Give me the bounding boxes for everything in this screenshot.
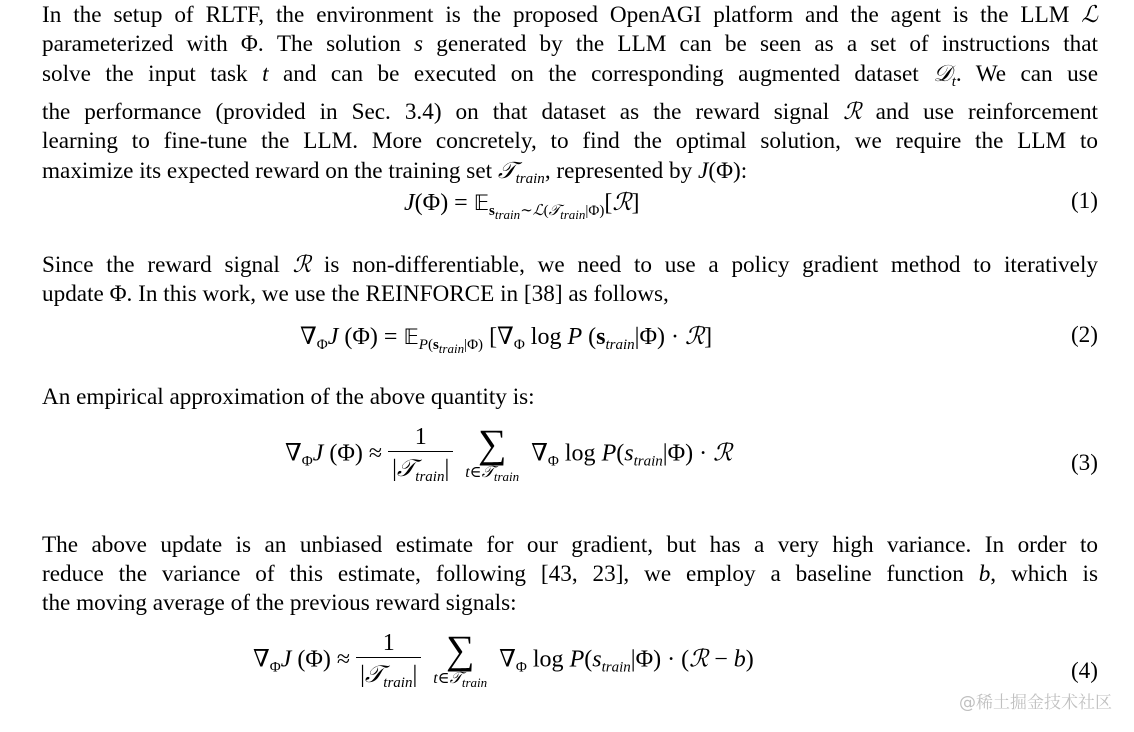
- equation-3-sum: ∑ t∈𝒯$_{train}$: [465, 420, 520, 484]
- equation-3: [42, 420, 1098, 504]
- paragraph-1-line-2: parameterized with Φ. The solution s generated by the LLM can be seen as a set of instructions that: [42, 31, 1098, 57]
- paragraph-2-line-1: Since the reward signal ℛ is non-differentiable, we need to use a policy gradient method to iteratively: [42, 251, 1098, 278]
- equation-4-formula: $\nabla_\Phi J$ (Φ) ≈ $\frac{1}{|𝒯_{train}|}$ ∑ t∈𝒯$_{train}$ $\nabla_\Phi$ $\log P(s_{train}|\Phi)$ · (ℛ − b): [253, 626, 754, 691]
- paragraph-4-line-2: reduce the variance of this estimate, following [43, 23], we employ a baseline function b, which is: [42, 561, 1098, 587]
- paragraph-1-line-3: solve the input task t and can be executed on the corresponding augmented dataset 𝒟$_t$. We can use: [42, 60, 1098, 90]
- paragraph-4-line-1: The above update is an unbiased estimate for our gradient, but has a very high variance. In order to: [42, 532, 1098, 558]
- equation-1-number: (1): [1070, 188, 1098, 214]
- paragraph-1: [42, 0, 1098, 194]
- watermark: @稀土掘金技术社区: [959, 693, 1112, 713]
- paragraph-1-line-1: In the setup of RLTF, the environment is the proposed OpenAGI platform and the agent is the LLM ℒ: [42, 1, 1098, 28]
- equation-4: [42, 626, 1098, 710]
- paragraph-3-line-1: An empirical approximation of the above quantity is:: [42, 384, 535, 410]
- paragraph-1-line-5: learning to fine-tune the LLM. More concretely, to find the optimal solution, we require the LLM to: [42, 128, 1098, 154]
- equation-2-number: (2): [1070, 322, 1098, 348]
- equation-2-formula: $\nabla_\Phi J$ (Φ) = 𝔼$_{P(strain|\Phi)}$ [$\nabla_\Phi$ log P $(s_{train}|\Phi)$ · ℛ]: [300, 322, 713, 356]
- paragraph-1-line-6: maximize its expected reward on the training set 𝒯$_{train}$, represented by J(Φ):: [42, 157, 748, 187]
- paragraph-1-line-4: the performance (provided in Sec. 3.4) on that dataset as the reward signal ℛ and use reinforcement: [42, 98, 1099, 125]
- equation-4-sum: ∑ t∈𝒯$_{train}$: [433, 626, 488, 690]
- equation-1-formula: J(Φ) = 𝔼$_{strain\sim ℒ(𝒯train|\Phi)}$[ℛ]: [404, 188, 640, 222]
- equation-3-fraction: $\frac{1}{|𝒯_{train}|}$: [388, 424, 453, 486]
- equation-4-number: (4): [1070, 658, 1098, 684]
- equation-3-formula: $\nabla_\Phi J$ (Φ) ≈ $\frac{1}{|𝒯_{train}|}$ ∑ t∈𝒯$_{train}$ $\nabla_\Phi$ $\log P(s_{train}|\Phi)$ · ℛ: [285, 420, 733, 485]
- paragraph-4: [42, 531, 1098, 618]
- paragraph-3: [42, 383, 1098, 412]
- paragraph-4-line-3: the moving average of the previous reward signals:: [42, 590, 517, 616]
- equation-1: [42, 188, 1098, 222]
- paragraph-2: [42, 250, 1098, 309]
- equation-2: [42, 322, 1098, 356]
- paragraph-2-line-2: update Φ. In this work, we use the REINFORCE in [38] as follows,: [42, 281, 669, 307]
- equation-3-number: (3): [1070, 450, 1098, 476]
- equation-4-fraction: $\frac{1}{|𝒯_{train}|}$: [356, 630, 421, 692]
